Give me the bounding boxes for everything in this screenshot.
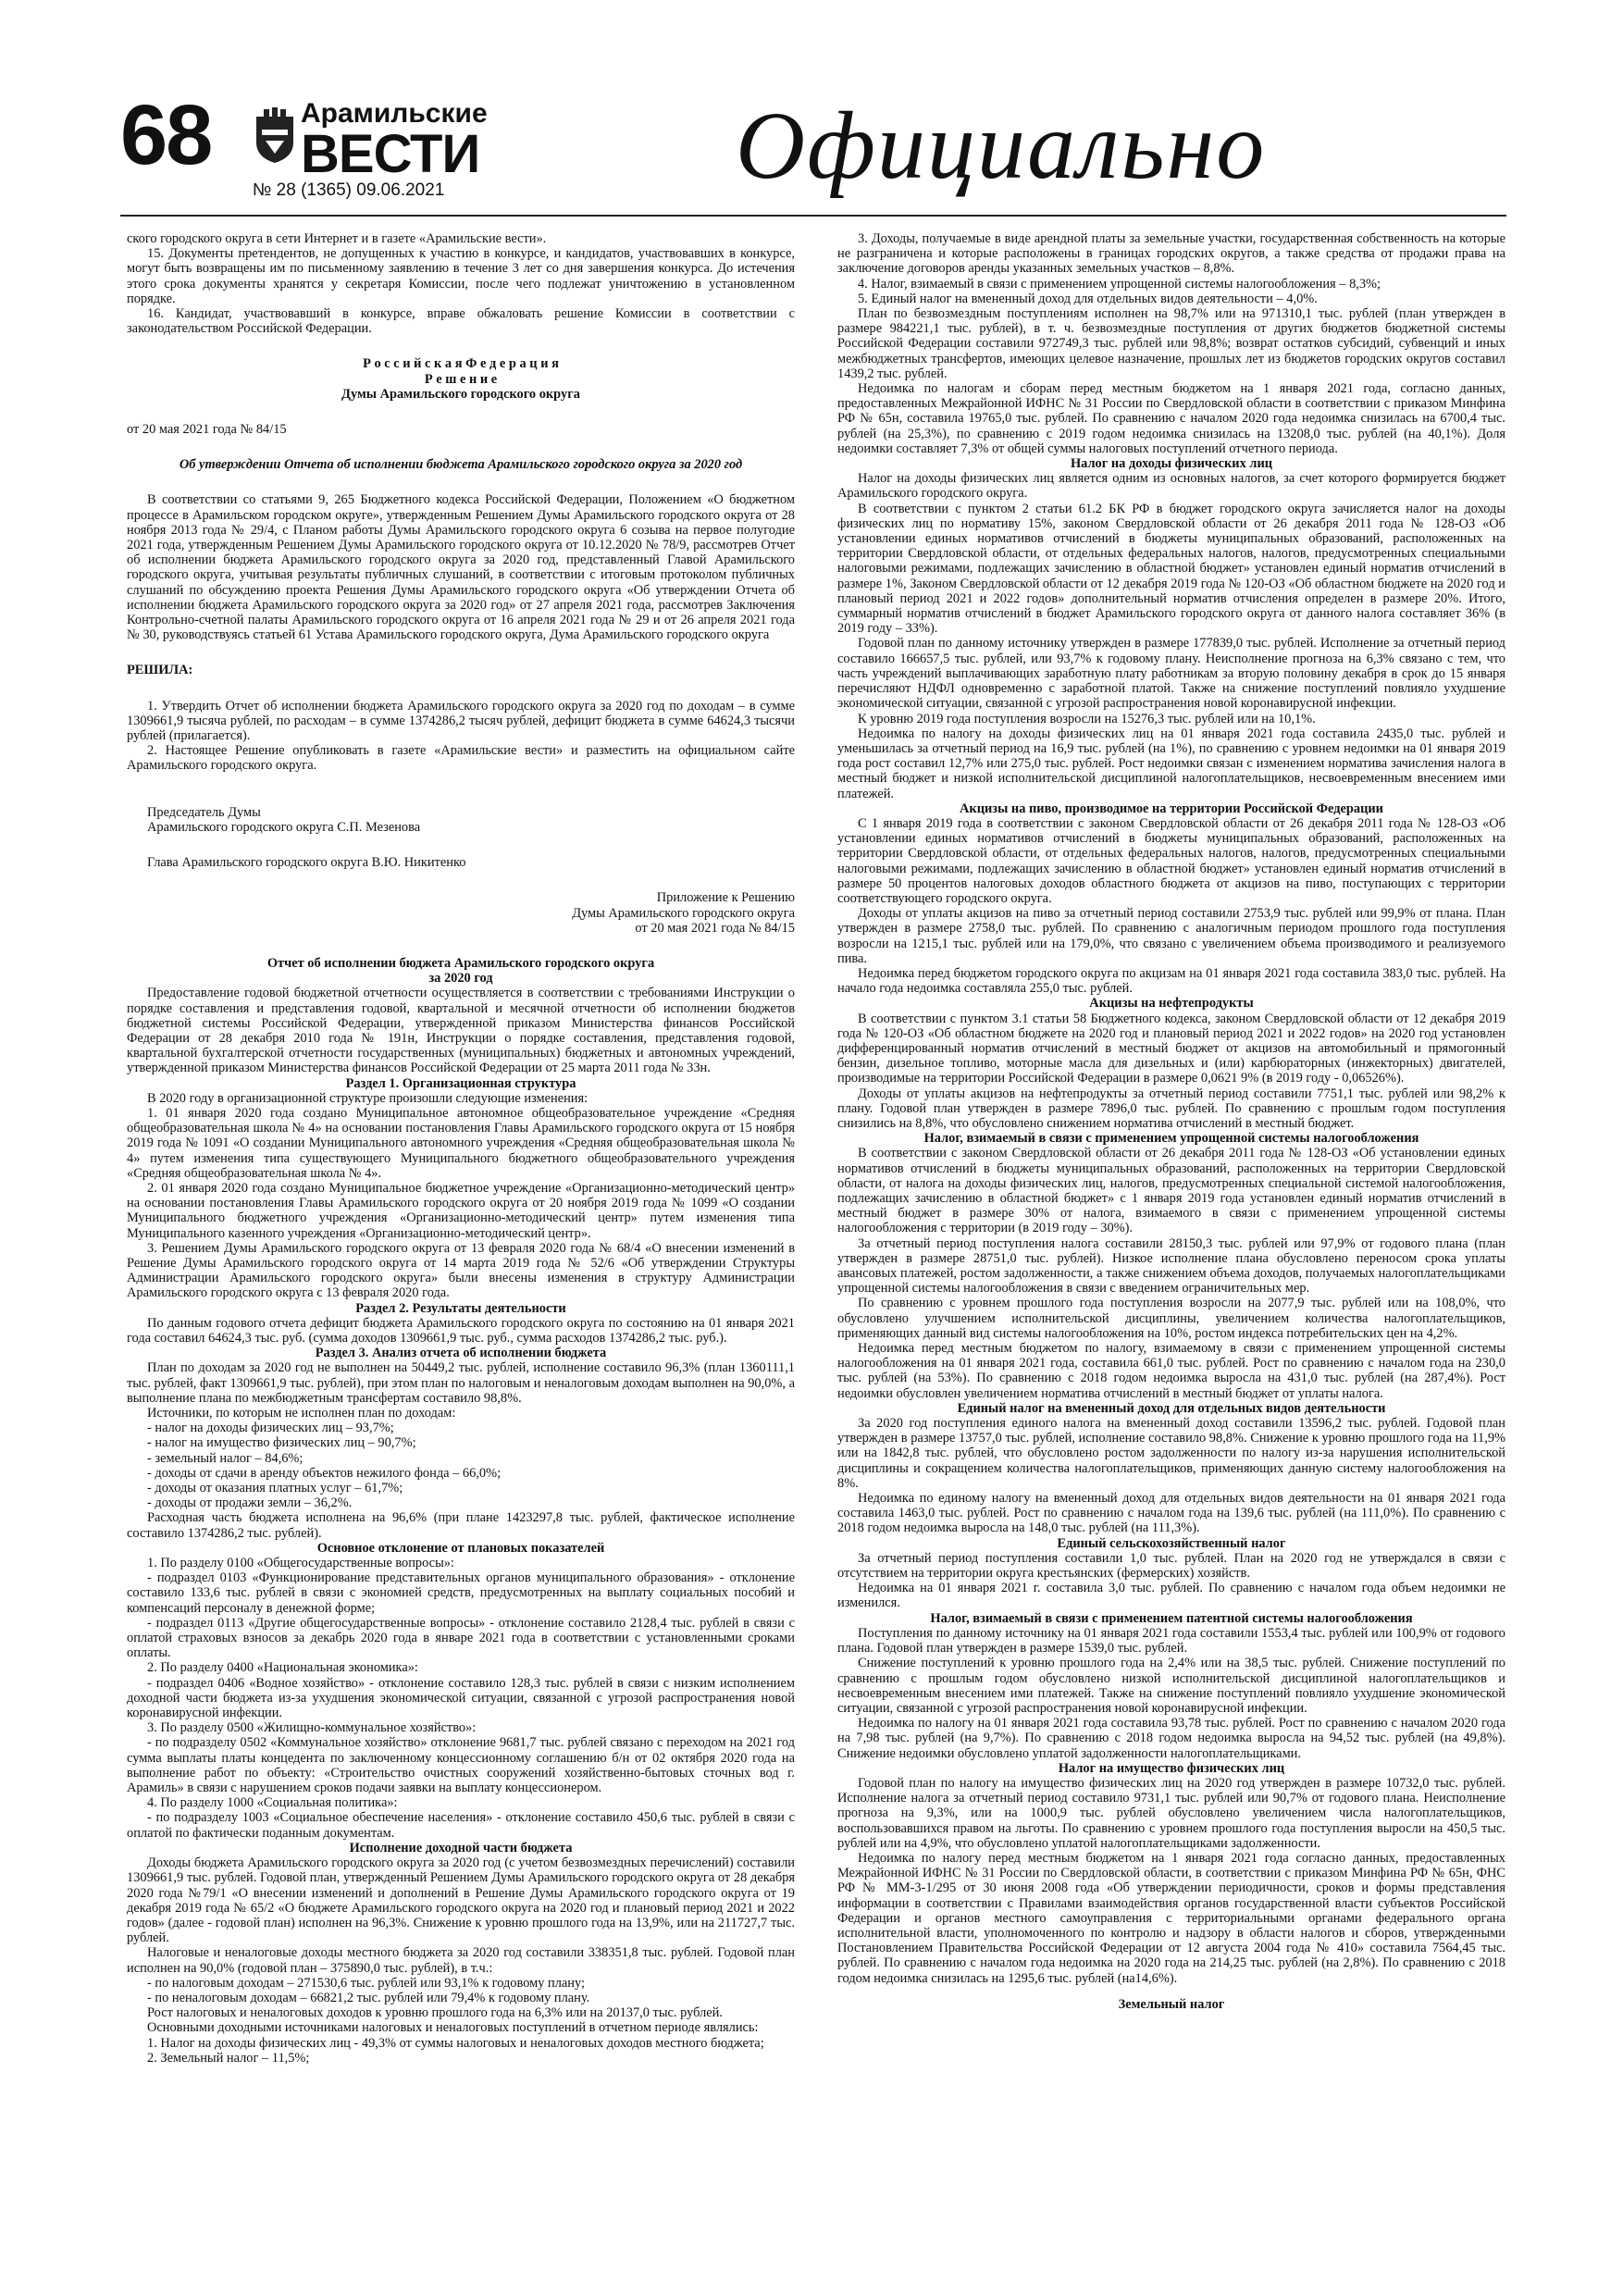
paragraph: С 1 января 2019 года в соответствии с законом Свердловской области от 26 декабря 2011 года № 128-ОЗ «Об установлении единых нормативов отчислений в бюджеты муниципальных образований, расположенных на территории Свердловской области, от отдельных федеральных налогов, налогов, предусмотренных специальными налоговыми режимами, подлежащих зачислению в областной бюджет» установлен единый норматив отчислений в размере 50 процентов налоговых доходов областного бюджета от акцизов на пиво, поступающих с территории соответствующего городского округа.: [837, 815, 1505, 906]
subsection-heading: Акцизы на нефтепродукты: [1089, 996, 1254, 1011]
decision-date: от 20 мая 2021 года № 84/15: [127, 422, 287, 438]
newspaper-logo: [253, 98, 488, 192]
paragraph: По сравнению с уровнем прошлого года поступления возросли на 2077,9 тыс. рублей или на 108,0%, что обусловлено улучшением исполнительской дисциплины, увеличением количества налогоплательщиков, применяющих данный вид системы налогообложения на 10%, ростом индекса потребительских цен на 4,2%.: [837, 1296, 1505, 1341]
paragraph: 2. Земельный налог – 11,5%;: [147, 2050, 310, 2066]
section-heading: Раздел 3. Анализ отчета об исполнении бюджета: [315, 1346, 607, 1361]
paragraph: 3. Доходы, получаемые в виде арендной платы за земельные участки, государственная собственность на которые не разграничена и которые расположены в границах городских округов, а также средства от продажи права на заключение договоров аренды указанных земельных участков – 8,8%.: [837, 231, 1505, 277]
section-heading: Основное отклонение от плановых показателей: [316, 1540, 605, 1556]
paragraph: - по подразделу 0502 «Коммунальное хозяйство» отклонение 9681,7 тыс. рублей связано с переходом на 2021 год сумма выплаты платы концедента по заключенному концессионному соглашению б/н от 02 октября 2020 года на выполнение работ по объекту: «Строительство очистных сооружений хозяйственно-бытовых сточных вод г. Арамиль» в связи с нарушением сроков подачи заявки на выплату концессионером.: [127, 1735, 795, 1796]
heading-rf: Р о с с и й с к а я Ф е д е р а ц и я: [363, 356, 559, 372]
report-title: Отчет об исполнении бюджета Арамильского городского округа: [266, 955, 655, 971]
paragraph: В соответствии с пунктом 3.1 статьи 58 Бюджетного кодекса, законом Свердловской области от 12 декабря 2019 года № 120-ОЗ «Об областном бюджете на 2020 год и плановый период 2021 и 2022 годов» на 2020 год установлен дифференцированный норматив отчислений в местный бюджет от акцизов на автомобильный и прямогонный бензин, дизельное топливо, моторные масла для дизельных и (или) карбюраторных (инжекторных) двигателей, производимые на территории Российской Федерации в размере 0,0621 9% (в 2019 году - 0,06526%).: [837, 1011, 1505, 1086]
reshila-heading: РЕШИЛА:: [127, 663, 193, 678]
logo-main-text: ВЕСТИ: [301, 124, 480, 184]
paragraph: Недоимка по налогам и сборам перед местным бюджетом на 1 января 2021 года, согласно данных, предоставленных Межрайонной ИФНС № 31 России по Свердловской области в соответствии с приказом Минфина РФ № 65н, составила 19765,0 тыс. рублей. По сравнению с началом 2020 года недоимка снизилась на 6700,4 тыс. рублей (на 25,3%), по сравнению с 2019 годом недоимка снизилась на 13208,0 тыс. рублей (на 40,1%). Доля недоимки составляет 7,3% от общей суммы налоговых поступлений отчетного периода.: [837, 381, 1505, 456]
paragraph: Налоговые и неналоговые доходы местного бюджета за 2020 год составили 338351,8 тыс. рублей. Годовой план исполнен на 90,0% (годовой план – 375890,0 тыс. рублей), в т.ч.:: [127, 1945, 795, 1976]
paragraph: Расходная часть бюджета исполнена на 96,6% (при плане 1423297,8 тыс. рублей, фактическое исполнение составило 1374286,2 тыс. рублей).: [127, 1510, 795, 1541]
section-heading: Исполнение доходной части бюджета: [349, 1840, 573, 1855]
paragraph: Поступления по данному источнику на 01 января 2021 года составили 1553,4 тыс. рублей или 100,9% от годового плана. Годовой план утвержден в размере 1539,0 тыс. рублей.: [837, 1625, 1505, 1657]
subsection-heading: Налог на доходы физических лиц: [1070, 456, 1273, 472]
paragraph: Налог на доходы физических лиц является одним из основных налогов, за счет которого формируется бюджет Арамильского городского округа.: [837, 471, 1505, 502]
paragraph: - подраздел 0113 «Другие общегосударственные вопросы» - отклонение составило 2128,4 тыс. рублей в связи с оплатой страховых взносов за декабрь 2020 года в январе 2021 года в соответствии с установленными сроками оплаты.: [127, 1615, 795, 1661]
paragraph: Недоимка перед бюджетом городского округа по акцизам на 01 января 2021 года составила 383,0 тыс. рублей. На начало года недоимка составляла 255,0 тыс. рублей.: [837, 965, 1505, 997]
paragraph: Доходы бюджета Арамильского городского округа за 2020 год (с учетом безвозмездных перечислений) составили 1309661,9 тыс. рублей. Годовой план, утвержденный Решением Думы Арамильского городского округа от 28 декабря 2020 года №79/1 «О внесении изменений и дополнений в Решение Думы Арамильского городского округа от 19 декабря 2019 года № 65/2 «О бюджете Арамильского городского округа на 2020 год и плановый период 2021 и 2022 годов» (далее - годовой план) исполнен на 96,3%. Снижение к уровню прошлого года на 13,9%, или на 211727,7 тыс. рублей.: [127, 1855, 795, 1946]
paragraph: Недоимка перед местным бюджетом по налогу, взимаемому в связи с применением упрощенной системы налогообложения на 01 января 2021 года, составила 661,0 тыс. рублей. Рост по сравнению с началом года на 230,0 тыс. рублей (на 53%). По сравнению с 2018 годом недоимка выросла на 431,0 тыс. рублей (на 287,4%). Рост недоимки обусловлен увеличением норматива отчислений в местный бюджет от уплаты налога.: [837, 1341, 1505, 1401]
paragraph: 2. По разделу 0400 «Национальная экономика»:: [147, 1660, 418, 1676]
paragraph: - по неналоговым доходам – 66821,2 тыс. рублей или 79,4% к годовому плану.: [147, 1990, 590, 2005]
paragraph: 3. Решением Думы Арамильского городского округа от 13 февраля 2020 года № 68/4 «О внесении изменений в Решение Думы Арамильского городского округа от 14 марта 2019 года № 52/6 «Об утверждении Структуры Администрации Арамильского городского округа» были внесены изменения в структуру Администрации Арамильского городского округа с 13 февраля 2020 года.: [127, 1240, 795, 1301]
list-item: - налог на доходы физических лиц – 93,7%;: [147, 1421, 394, 1436]
list-item: - доходы от сдачи в аренду объектов нежилого фонда – 66,0%;: [147, 1465, 502, 1481]
paragraph: - подраздел 0103 «Функционирование представительных органов муниципального образования» - отклонение составило 133,6 тыс. рублей в связи с экономией средств, предусмотренных на выплату социальных пособий и компенсаций персоналу в денежной форме;: [127, 1570, 795, 1616]
appendix-line: Думы Арамильского городского округа: [572, 905, 795, 921]
paragraph: В соответствии с пунктом 2 статьи 61.2 БК РФ в бюджет городского округа зачисляется налог на доходы физических лиц по нормативу 15%, законом Свердловской области от 26 декабря 2011 года № 128-ОЗ «Об установлении единых нормативов отчислений в бюджеты муниципальных образований, расположенных на территории Свердловской области, от отдельных федеральных налогов, налогов, предусмотренных специальными налоговыми режимами, подлежащих зачислению в областной бюджет» установлен единый норматив отчислений в размере 1%, Законом Свердловской области от 12 декабря 2019 года № 120-ОЗ «Об областном бюджете на 2020 год и плановый период 2021 и 2022 годов» дополнительный норматив отчисления определен в размере 20%. Итого, суммарный норматив отчислений в бюджет Арамильского городского округа от данного налога составляет 36% (в 2019 году – 33%).: [837, 501, 1505, 637]
paragraph: Недоимка по налогу перед местным бюджетом на 1 января 2021 года согласно данных, предоставленных Межрайонной ИФНС № 31 России по Свердловской области, в соответствии с приказом Минфина РФ № 65н, ФНС РФ № ММ-3-1/295 от 30 июня 2008 года «Об утверждении периодичности, сроков и формы представления информации в соответствии с Правилами взаимодействия органов государственной власти субъектов Российской Федерации и органов местного самоуправления с территориальными органами федерального органа исполнительной власти, уполномоченного по контролю и надзору в области налогов и сборов, утвержденными Постановлением Правительства Российской Федерации от 12 августа 2004 года № 410» составила 7564,45 тыс. рублей. По сравнению с началом года недоимка на 2020 года на 214,25 тыс. рублей (на 2,8%). По сравнению с 2018 годом недоимка снизилась на 1295,6 тыс. рублей (на14,6%).: [837, 1850, 1505, 1986]
signature: Председатель Думы: [147, 804, 261, 820]
paragraph: Недоимка по налогу на 01 января 2021 года составила 93,78 тыс. рублей. Рост по сравнению с началом 2020 года на 7,98 тыс. рублей (на 9,7%). По сравнению с 2018 годом недоимка выросла на 94,52 тыс. рублей (на 49,8%). Снижение недоимки обусловлено уплатой задолженности налогоплательщиками.: [837, 1716, 1505, 1761]
paragraph: План по безвозмездным поступлениям исполнен на 98,7% или на 971310,1 тыс. рублей (план утвержден в размере 984221,1 тыс. рублей), в т. ч. безвозмездные поступления от других бюджетов бюджетной системы Российской Федерации составили 972749,3 тыс. рублей или 98,8%; возврат остатков субсидий, субвенций и иных межбюджетных трансфертов, имеющих целевое назначение, прошлых лет из бюджетов городских округов составил 1439,2 тыс. рублей.: [837, 306, 1505, 381]
paragraph: 15. Документы претендентов, не допущенных к участию в конкурсе, и кандидатов, участвовавших в конкурсе, могут быть возвращены им по письменному заявлению в течение 3 лет со дня завершения конкурса. До истечения этого срока документы хранятся у секретаря Комиссии, после чего подлежат уничтожению в установленном порядке.: [127, 246, 795, 306]
paragraph: 2. 01 января 2020 года создано Муниципальное бюджетное учреждение «Организационно-методический центр» на основании постановления Главы Арамильского городского округа от 20 ноября 2019 года № 1099 «О создании Муниципального бюджетного учреждения «Организационно-методический центр» путем изменения типа Муниципального казенного учреждения «Организационно-методический центр».: [127, 1180, 795, 1241]
paragraph: По данным годового отчета дефицит бюджета Арамильского городского округа по состоянию на 01 января 2021 года составил 64624,3 тыс. руб. (сумма доходов 1309661,9 тыс. руб., сумма расходов 1374286,2 тыс. руб.).: [127, 1315, 795, 1346]
paragraph: Недоимка на 01 января 2021 г. составила 3,0 тыс. рублей. По сравнению с началом года объем недоимки не изменился.: [837, 1581, 1505, 1611]
paragraph: 1. По разделу 0100 «Общегосударственные вопросы»:: [147, 1556, 454, 1571]
paragraph: 16. Кандидат, участвовавший в конкурсе, вправе обжаловать решение Комиссии в соответствии с законодательством Российской Федерации.: [127, 306, 795, 337]
section-heading: Раздел 2. Результаты деятельности: [355, 1300, 566, 1316]
subsection-heading: Единый сельскохозяйственный налог: [1057, 1535, 1286, 1551]
paragraph: В соответствии с законом Свердловской области от 26 декабря 2011 года № 128-ОЗ «Об установлении единых нормативов отчислений в бюджеты муниципальных образований, расположенных на территории Свердловской области, от налога на доходы физических лиц, налогов, предусмотренных специальной системой налогообложения, подлежащих зачислению в областной бюджет» с 1 января 2019 года установлен единый норматив отчислений в местный бюджет в размере 30% от налога, взимаемого в связи с применением упрощенной системы налогообложения с территории (в 2019 году – 30%).: [837, 1146, 1505, 1236]
paragraph: Доходы от уплаты акцизов на нефтепродукты за отчетный период составили 7751,1 тыс. рублей или 98,2% к плану. Годовой план утвержден в размере 7896,0 тыс. рублей. По сравнению с прошлым годом поступления снизились на 8,8%, что обусловлено снижением норматива отчислений в местный бюджет.: [837, 1086, 1505, 1131]
heading-reshenie: Р е ш е н и е: [424, 371, 498, 387]
paragraph: - по налоговым доходам – 271530,6 тыс. рублей или 93,1% к годовому плану;: [147, 1975, 585, 1991]
issue-line: № 28 (1365) 09.06.2021: [253, 180, 445, 200]
heading-duma: Думы Арамильского городского округа: [341, 386, 580, 402]
section-title: Официально: [736, 93, 1267, 199]
paragraph: Недоимка по налогу на доходы физических лиц на 01 января 2021 года составила 2435,0 тыс. рублей и уменьшилась за отчетный период на 16,9 тыс. рублей (на 1%), по сравнению с уровнем недоимки на 01 января 2019 года рост составил 12,7% или 275,0 тыс. рублей. Рост недоимки связан с изменением норматива зачисления налога в местный бюджет и низкой исполнительской дисциплиной налогоплательщиков, несвоевременным внесением ими платежей.: [837, 726, 1505, 801]
paragraph: Недоимка по единому налогу на вмененный доход для отдельных видов деятельности на 01 января 2021 года составила 1463,0 тыс. рублей. Рост по сравнению с началом года на 139,6 тыс. рублей (на 111,0%). По сравнению с 2018 годом недоимка выросла на 148,0 тыс. рублей (на 111,3%).: [837, 1491, 1505, 1536]
city-crest-icon: [253, 107, 297, 165]
paragraph: За отчетный период поступления составили 1,0 тыс. рублей. План на 2020 год не утверждался в связи с отсутствием на территории округа крестьянских (фермерских) хозяйств.: [837, 1550, 1505, 1582]
paragraph: 1. Утвердить Отчет об исполнении бюджета Арамильского городского округа за 2020 год по доходам – в сумме 1309661,9 тысяча рублей, по расходам – в сумме 1374286,2 тысяч рублей, дефицит бюджета в сумме 64624,3 тысячи рублей (прилагается).: [127, 698, 795, 744]
paragraph: - по подразделу 1003 «Социальное обеспечение населения» - отклонение составило 450,6 тыс. рублей в связи с оплатой по фактически поданным документам.: [127, 1810, 795, 1841]
appendix-line: Приложение к Решению: [656, 890, 795, 906]
signature: Глава Арамильского городского округа В.Ю. Никитенко: [147, 855, 466, 871]
paragraph: За 2020 год поступления единого налога на вмененный доход составили 13596,2 тыс. рублей. Годовой план утвержден в размере 13757,0 тыс. рублей, исполнение составило 98,8%. Снижение к уровню прошлого года на 11,9% или на 1842,8 тыс. рублей, что обусловлено ростом задолженности по налогу из-за нарушения исполнительской дисциплины и сокращением количества налогоплательщиков, применяющих данную систему налогообложения на 8%.: [837, 1416, 1505, 1491]
page-number: 68: [120, 88, 212, 182]
paragraph: 3. По разделу 0500 «Жилищно-коммунальное хозяйство»:: [147, 1720, 477, 1736]
paragraph: Годовой план по данному источнику утвержден в размере 177839,0 тыс. рублей. Исполнение за отчетный период составило 166657,5 тыс. рублей, или 93,7% к годовому плану. Неисполнение прогноза на 6,3% связано с тем, что часть учреждений выплачивающих заработную плату работникам за вторую половину декабря в срок до 15 января перечисляют НДФЛ одновременно с заработной платой. Также на снижение поступлений повлияло ухудшение экономической ситуации, связанной с угрозой распространения новой коронавирусной инфекции.: [837, 636, 1505, 712]
paragraph: Доходы от уплаты акцизов на пиво за отчетный период составили 2753,9 тыс. рублей или 99,9% от плана. План утвержден в размере 2758,0 тыс. рублей. По сравнению с аналогичным периодом прошлого года поступления возросли на 1215,1 тыс. рублей или на 179,0%, что связано с увеличением объема производимого и реализуемого пива.: [837, 906, 1505, 966]
paragraph: 1. Налог на доходы физических лиц - 49,3% от суммы налоговых и неналоговых доходов местного бюджета;: [147, 2035, 764, 2051]
paragraph: За отчетный период поступления налога составили 28150,3 тыс. рублей или 97,9% от годового плана (план утвержден в размере 28751,0 тыс. рублей). Низкое исполнение плана обусловлено переносом срока уплаты авансовых платежей, ростом задолженности, а также снижением объема доходов, получаемых налогоплательщиками упрощенной системы налогообложения в связи с введением ограничительных мер.: [837, 1235, 1505, 1297]
paragraph: 5. Единый налог на вмененный доход для отдельных видов деятельности – 4,0%.: [858, 291, 1318, 306]
section-heading: Раздел 1. Организационная структура: [345, 1075, 576, 1091]
paragraph: Предоставление годовой бюджетной отчетности осуществляется в соответствии с требованиями Инструкции о порядке составления и представления годовой, квартальной и месячной отчетности об исполнении бюджетов бюджетной системы Российской Федерации, утвержденной приказом Министерства финансов Российской Федерации от 28 декабря 2010 года № 191н, Инструкции о порядке составления, представления годовой, квартальной бухгалтерской отчетности государственных (муниципальных) бюджетных и автономных учреждений, утвержденной приказом Министерства финансов Российской Федерации от 25 марта 2011 года № 33н.: [127, 986, 795, 1076]
paragraph: 2. Настоящее Решение опубликовать в газете «Арамильские вести» и разместить на официальном сайте Арамильского городского округа.: [127, 743, 795, 774]
list-item: - налог на имущество физических лиц – 90,7%;: [147, 1435, 416, 1451]
subsection-heading: Единый налог на вмененный доход для отдельных видов деятельности: [957, 1400, 1386, 1416]
paragraph: Источники, по которым не исполнен план по доходам:: [147, 1406, 456, 1421]
list-item: - доходы от продажи земли – 36,2%.: [147, 1496, 353, 1511]
paragraph: Рост налоговых и неналоговых доходов к уровню прошлого года на 6,3% или на 20137,0 тыс. рублей.: [147, 2005, 723, 2021]
report-title: за 2020 год: [428, 971, 493, 987]
paragraph: В соответствии со статьями 9, 265 Бюджетного кодекса Российской Федерации, Положением «О бюджетном процессе в Арамильском городском округе», утвержденным Решением Думы Арамильского городского округа от 28 ноября 2013 года № 29/4, с Планом работы Думы Арамильского городского округа 6 созыва на первое полугодие 2021 года, утвержденным Решением Думы Арамильского городского округа от 10.12.2020 № 78/9, рассмотрев Отчет об исполнении бюджета Арамильского городского округа за 2020 год, представленный Главой Арамильского городского округа, учитывая результаты публичных слушаний, в соответствии с итоговым протоколом публичных слушаний по обсуждению проекта Решения Думы Арамильского городского округа «Об утверждении Отчета об исполнении бюджета Арамильского городского округа за 2020 год» от 27 апреля 2021 года, рассмотрев Заключения Контрольно-счетной палаты Арамильского городского округа от 16 апреля 2021 года № 29 и от 26 апреля 2021 года № 30, руководствуясь статьей 61 Устава Арамильского городского округа, Дума Арамильского городского округа: [127, 492, 795, 643]
left-column: [127, 231, 795, 2066]
list-item: - земельный налог – 84,6%;: [147, 1450, 304, 1466]
header-rule: [120, 215, 1506, 217]
decision-title: Об утверждении Отчета об исполнении бюджета Арамильского городского округа за 2020 год: [179, 457, 743, 473]
paragraph: План по доходам за 2020 год не выполнен на 50449,2 тыс. рублей, исполнение составило 96,3% (план 1360111,1 тыс. рублей, факт 1309661,9 тыс. рублей), при этом план по налоговым и неналоговым доходам выполнен на 90,0%, а выполнение плана по межбюджетным трансфертам составило 98,8%.: [127, 1360, 795, 1406]
paragraph: 4. По разделу 1000 «Социальная политика»:: [147, 1795, 398, 1811]
paragraph: В 2020 году в организационной структуре произошли следующие изменения:: [147, 1090, 588, 1106]
signature: Арамильского городского округа С.П. Мезенова: [147, 819, 421, 835]
subsection-heading: Акцизы на пиво, производимое на территории Российской Федерации: [960, 800, 1383, 816]
appendix-line: от 20 мая 2021 года № 84/15: [635, 920, 795, 936]
right-column: [837, 231, 1505, 2012]
paragraph: ского городского округа в сети Интернет и в газете «Арамильские вести».: [127, 231, 547, 246]
paragraph: 1. 01 января 2020 года создано Муниципальное автономное общеобразовательное учреждение «Средняя общеобразовательная школа № 4» на основании постановления Главы Арамильского городского округа от 15 ноября 2019 года № 1091 «О создании Муниципального автономного учреждения «Средняя общеобразовательная школа № 4» путем изменения типа существующего Муниципального бюджетного общеобразовательного учреждения «Средняя общеобразовательная школа № 4».: [127, 1105, 795, 1181]
subsection-heading: Налог, взимаемый в связи с применением упрощенной системы налогообложения: [923, 1131, 1419, 1147]
subsection-heading: Налог, взимаемый в связи с применением патентной системы налогообложения: [930, 1610, 1413, 1626]
paragraph: Годовой план по налогу на имущество физических лиц на 2020 год утвержден в размере 10732,0 тыс. рублей. Исполнение налога за отчетный период составило 9731,1 тыс. рублей или 90,7% от годового плана. Неисполнение прогноза на 9,3%, или на 1000,9 тыс. рублей обусловлено увеличением числа налогоплательщиков, воспользовавшихся правом на льготы. По сравнению с уровнем прошлого года поступления выросли на 450,5 тыс. рублей или на 4,9%, что обусловлено уплатой налогоплательщиками задолженности.: [837, 1775, 1505, 1851]
paragraph: Основными доходными источниками налоговых и неналоговых поступлений в отчетном периоде являлись:: [147, 2020, 759, 2036]
subsection-heading: Земельный налог: [1118, 1996, 1225, 2012]
paragraph: К уровню 2019 года поступления возросли на 15276,3 тыс. рублей или на 10,1%.: [858, 711, 1316, 726]
paragraph: 4. Налог, взимаемый в связи с применением упрощенной системы налогообложения – 8,3%;: [858, 276, 1381, 292]
paragraph: - подраздел 0406 «Водное хозяйство» - отклонение составило 128,3 тыс. рублей в связи с низким исполнением доходной части бюджета из-за ухудшения экономической ситуации, связанной с угрозой распространения новой коронавирусной инфекции.: [127, 1675, 795, 1721]
logo-top-text: Арамильские: [301, 98, 488, 129]
subsection-heading: Налог на имущество физических лиц: [1058, 1760, 1285, 1776]
list-item: - доходы от оказания платных услуг – 61,7%;: [147, 1481, 403, 1496]
paragraph: Снижение поступлений к уровню прошлого года на 2,4% или на 38,5 тыс. рублей. Снижение поступлений по сравнению с прошлым годом обусловлено низкой исполнительской дисциплиной налогоплательщиков и несвоевременным внесением ими платежей. Также на снижение поступлений повлияло ухудшение экономической ситуации, связанной с угрозой распространения новой коронавирусной инфекции.: [837, 1656, 1505, 1716]
